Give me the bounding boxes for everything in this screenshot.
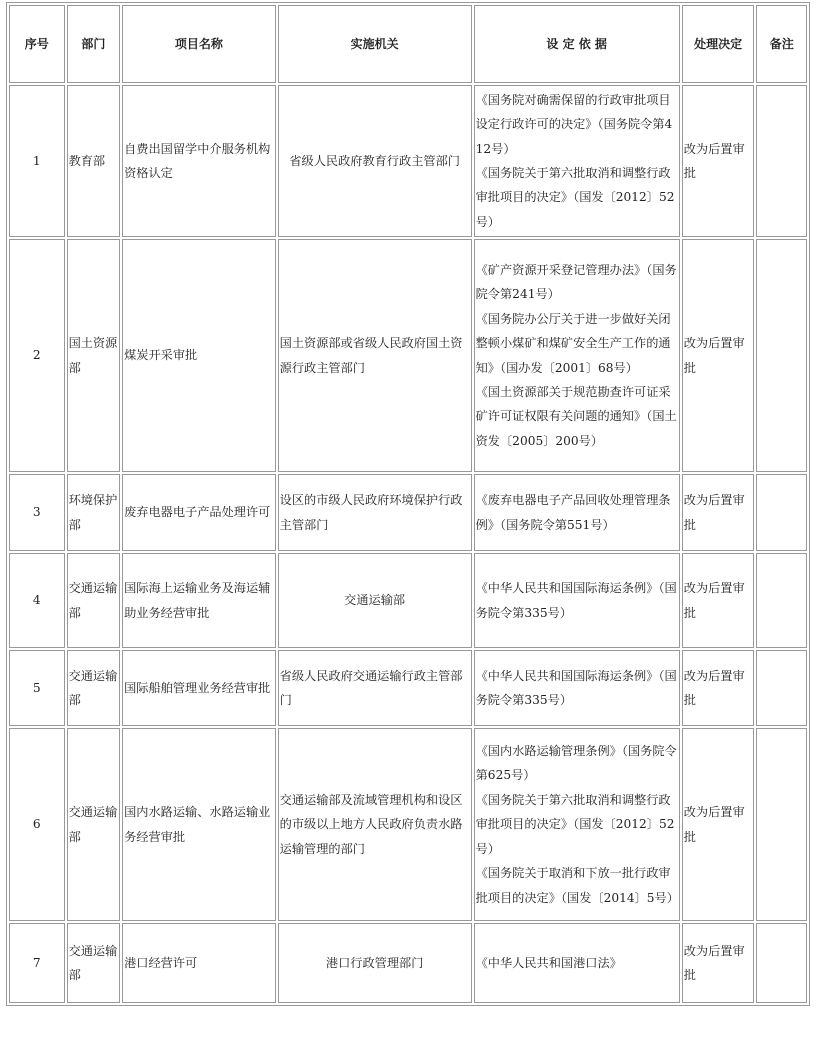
header-decision: 处理决定 <box>682 5 755 83</box>
row-agency: 国土资源部或省级人民政府国土资源行政主管部门 <box>278 239 472 472</box>
row-basis: 《废弃电器电子产品回收处理管理条例》（国务院令第551号） <box>474 474 680 551</box>
row-seq: 2 <box>9 239 65 472</box>
row-note <box>756 650 807 726</box>
row-dept: 国土资源部 <box>67 239 121 472</box>
row-dept: 交通运输部 <box>67 728 121 921</box>
header-basis: 设 定 依 据 <box>474 5 680 83</box>
table-row <box>9 923 807 1003</box>
row-seq: 4 <box>9 553 65 648</box>
table-row <box>9 85 807 237</box>
row-decision: 改为后置审批 <box>682 553 755 648</box>
header-agency: 实施机关 <box>278 5 472 83</box>
row-agency: 交通运输部及流域管理机构和设区的市级以上地方人民政府负责水路运输管理的部门 <box>278 728 472 921</box>
row-agency: 港口行政管理部门 <box>278 923 472 1003</box>
row-agency: 设区的市级人民政府环境保护行政主管部门 <box>278 474 472 551</box>
row-dept: 教育部 <box>67 85 121 237</box>
row-name: 国内水路运输、水路运输业务经营审批 <box>122 728 276 921</box>
row-seq: 3 <box>9 474 65 551</box>
row-seq: 5 <box>9 650 65 726</box>
row-name: 自费出国留学中介服务机构资格认定 <box>122 85 276 237</box>
row-note <box>756 553 807 648</box>
header-row <box>9 5 807 83</box>
row-basis: 《中华人民共和国国际海运条例》（国务院令第335号） <box>474 650 680 726</box>
row-note <box>756 923 807 1003</box>
row-note <box>756 474 807 551</box>
table-row <box>9 650 807 726</box>
row-note <box>756 728 807 921</box>
row-name: 港口经营许可 <box>122 923 276 1003</box>
row-decision: 改为后置审批 <box>682 85 755 237</box>
row-basis: 《中华人民共和国国际海运条例》（国务院令第335号） <box>474 553 680 648</box>
row-agency: 省级人民政府教育行政主管部门 <box>278 85 472 237</box>
row-dept: 交通运输部 <box>67 650 121 726</box>
table-row <box>9 553 807 648</box>
row-seq: 1 <box>9 85 65 237</box>
row-basis: 《国内水路运输管理条例》（国务院令第625号） 《国务院关于第六批取消和调整行政审批项目的决定》（国发〔2012〕52号） 《国务院关于取消和下放一批行政审批项目的决定》（国发〔2014〕5号） <box>474 728 680 921</box>
row-dept: 交通运输部 <box>67 923 121 1003</box>
row-name: 废弃电器电子产品处理许可 <box>122 474 276 551</box>
row-decision: 改为后置审批 <box>682 728 755 921</box>
row-decision: 改为后置审批 <box>682 474 755 551</box>
row-name: 国际海上运输业务及海运辅助业务经营审批 <box>122 553 276 648</box>
row-basis: 《国务院对确需保留的行政审批项目设定行政许可的决定》（国务院令第412号） 《国务院关于第六批取消和调整行政审批项目的决定》（国发〔2012〕52号） <box>474 85 680 237</box>
table-row <box>9 239 807 472</box>
header-seq: 序号 <box>9 5 65 83</box>
row-decision: 改为后置审批 <box>682 650 755 726</box>
row-seq: 7 <box>9 923 65 1003</box>
row-basis: 《矿产资源开采登记管理办法》（国务院令第241号） 《国务院办公厅关于进一步做好关闭整顿小煤矿和煤矿安全生产工作的通知》（国办发〔2001〕68号） 《国土资源部关于规范勘查许可证采矿许可证权限有关问题的通知》（国土资发〔2005〕200号） <box>474 239 680 472</box>
row-dept: 环境保护部 <box>67 474 121 551</box>
header-note: 备注 <box>756 5 807 83</box>
row-note <box>756 85 807 237</box>
row-agency: 交通运输部 <box>278 553 472 648</box>
row-agency: 省级人民政府交通运输行政主管部门 <box>278 650 472 726</box>
row-name: 国际船舶管理业务经营审批 <box>122 650 276 726</box>
row-note <box>756 239 807 472</box>
table-row <box>9 474 807 551</box>
row-basis: 《中华人民共和国港口法》 <box>474 923 680 1003</box>
header-name: 项目名称 <box>122 5 276 83</box>
header-dept: 部门 <box>67 5 121 83</box>
approval-items-table <box>6 2 810 1006</box>
row-decision: 改为后置审批 <box>682 239 755 472</box>
table-row <box>9 728 807 921</box>
row-seq: 6 <box>9 728 65 921</box>
row-dept: 交通运输部 <box>67 553 121 648</box>
row-name: 煤炭开采审批 <box>122 239 276 472</box>
row-decision: 改为后置审批 <box>682 923 755 1003</box>
